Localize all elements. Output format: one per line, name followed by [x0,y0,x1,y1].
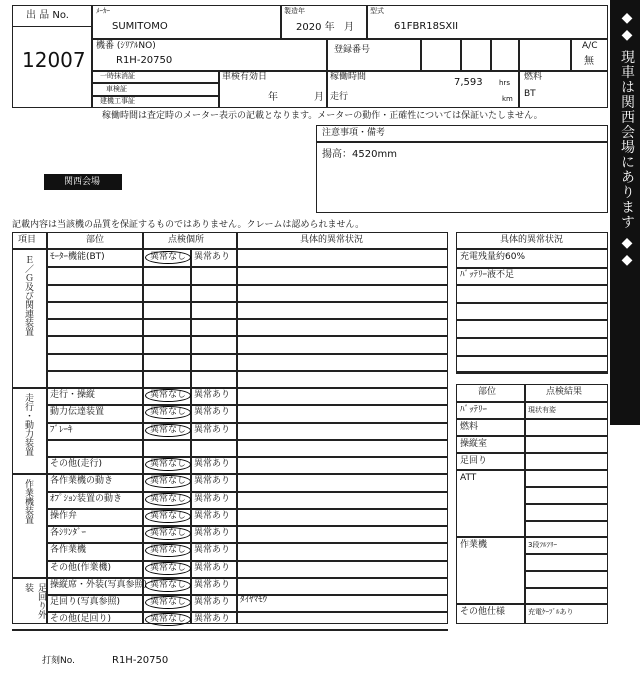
serial-label: 機番 (ｼﾘｱﾙNO) [96,41,156,51]
row-line [46,525,448,527]
status-abnormal[interactable]: 異常あり [194,614,231,625]
section-line [12,387,448,389]
header-vline-8 [460,38,462,70]
status-normal[interactable]: 異常なし [145,544,191,557]
part-label: ﾓｰﾀｰ機能(BT) [50,252,105,262]
ac-value: 無 [584,56,594,67]
status-abnormal[interactable]: 異常あり [194,459,231,469]
results-row-line [524,553,608,555]
head-detail: 具体的異常状況 [300,235,364,245]
part-label: 走行・操縦 [50,390,96,400]
serial-value: R1H-20750 [116,55,173,66]
fuel-value: BT [524,89,536,99]
side-banner-text: ◆◆ 現車は関西会場にあります ◆◆ [619,10,635,269]
row-line [46,508,448,510]
row-line [46,456,448,458]
header-vline-4 [218,70,220,108]
header-vline-9 [490,38,492,70]
side-banner [610,0,640,425]
row-line [46,370,448,372]
detail-row-line [456,337,608,339]
part-label: 各作業機 [50,545,87,556]
results-part: ATT [460,473,477,483]
results-part: 足回り [460,456,488,466]
part-label: 各ｼﾘﾝﾀﾞｰ [50,528,87,538]
status-normal[interactable]: 異常なし [145,475,191,488]
detail-row-line [456,267,608,269]
detail-row-line [456,284,608,286]
month-value: 月 [344,22,354,33]
hours-notice: 稼働時間は査定時のメーター表示の記載となります。メーターの動作・正確性については保証いたしません。 [102,111,543,121]
model-value: 61FBR18SXII [394,21,459,32]
status-normal[interactable]: 異常なし [145,562,191,575]
model-label: 型式 [370,7,384,15]
status-normal[interactable]: 異常なし [145,527,191,540]
detail-header: 具体的異常状況 [500,235,564,245]
status-abnormal[interactable]: 異常あり [194,562,231,573]
results-row-line [456,418,608,420]
results-part: その他仕様 [460,607,506,617]
notes-label: 注意事項・備考 [322,128,386,138]
status-normal[interactable]: 異常なし [145,251,191,264]
part-label: その他(足回り) [50,614,112,625]
inspect-expiry-label: 車検有効日 [222,72,268,82]
results-row-line [456,435,608,437]
part-label: 足回り(写真参照) [50,597,121,607]
status-normal[interactable]: 異常なし [145,510,191,523]
row-line [46,404,448,406]
inspect-line-1: 一時抹消証 [100,72,135,80]
maker-label: ﾒｰｶｰ [96,7,110,15]
section-title: 足回り外装 [23,582,46,619]
results-row-line [456,401,608,403]
venue-tag-label: 関西会場 [64,177,101,187]
part-label: その他(走行) [50,459,103,469]
header-vline-2 [366,5,368,38]
row-line [46,439,448,441]
results-row-line [524,486,608,488]
row-line [46,611,448,613]
inspect-month: 月 [314,92,324,103]
notes-content: 揚高：4520mm [322,149,397,160]
inspect-year: 年 [268,92,278,103]
km-unit: km [502,95,513,103]
section-title: 走行・動力装置 [23,393,33,456]
hours-value: 7,593 [454,77,483,88]
status-abnormal[interactable]: 異常あり [194,252,231,262]
results-row-line [524,570,608,572]
col-line-1 [46,232,48,624]
tire-note: ﾀｲﾔﾏﾓｳ [240,595,268,605]
lot-number: 12007 [22,48,86,72]
status-normal[interactable]: 異常なし [145,596,191,609]
inspect-divider-1 [92,82,218,84]
reg-label: 登録番号 [334,45,371,55]
row-line [46,335,448,337]
status-abnormal[interactable]: 異常あり [194,424,231,435]
detail-line: 充電残量約60% [460,252,526,262]
inspect-line-3: 建機工事証 [100,97,135,105]
results-row-line [524,520,608,522]
results-part: 操縦室 [460,439,488,449]
status-abnormal[interactable]: 異常あり [194,510,231,521]
detail-line: ﾊﾞｯﾃﾘｰ液不足 [460,269,515,280]
travel-label: 走行 [330,92,349,102]
section-title: 作業機装置 [23,479,33,525]
detail-row-line [456,372,608,374]
col-line-4 [236,232,238,624]
notes-box [316,125,608,213]
hours-label: 稼働時間 [330,72,367,82]
status-abnormal[interactable]: 異常あり [194,493,231,504]
status-normal[interactable]: 異常なし [145,579,191,592]
status-abnormal[interactable]: 異常あり [194,528,231,538]
part-label: 操作弁 [50,510,78,521]
results-part: ﾊﾞｯﾃﾘｰ [460,405,488,415]
header-vline-1 [280,5,282,38]
header-vline-6 [570,38,572,70]
row-line [46,542,448,544]
head-item: 項目 [18,235,37,245]
status-normal[interactable]: 異常なし [145,389,191,402]
results-result-header: 点検結果 [546,387,583,397]
detail-row-line [456,355,608,357]
disclaimer: 記載内容は当該機の品質を保証するものではありません。クレームは認められません。 [12,220,365,230]
row-line [46,301,448,303]
detail-row-line [456,319,608,321]
ac-label: A/C [582,41,598,51]
results-row-line [456,603,608,605]
status-normal[interactable]: 異常なし [145,424,191,437]
results-part: 作業機 [460,540,488,550]
footer-label: 打刻No. [42,656,75,666]
part-label: ﾌﾞﾚｰｷ [50,424,73,435]
detail-head-line [456,248,608,250]
row-line [46,422,448,424]
row-line [46,560,448,562]
hours-unit: hrs [499,79,510,87]
status-abnormal[interactable]: 異常あり [194,476,231,487]
status-abnormal[interactable]: 異常あり [194,597,231,607]
row-line [46,353,448,355]
status-normal[interactable]: 異常なし [145,458,191,471]
head-check: 点検個所 [168,235,205,245]
status-abnormal[interactable]: 異常あり [194,390,231,400]
results-row-line [524,503,608,505]
inspect-line-2: 車検証 [106,85,127,93]
results-value: 3段ﾌﾙﾌﾘｰ [528,541,557,549]
results-row-line [524,587,608,589]
notes-divider [316,141,608,143]
status-abnormal[interactable]: 異常あり [194,579,231,590]
part-label: 操縦席・外装(写真参照) [50,579,148,590]
part-label: 各作業機の動き [50,476,114,487]
head-part: 部位 [86,235,105,245]
table-head-line [12,248,448,250]
results-part: 燃料 [460,422,479,432]
col-line-2 [142,232,144,624]
results-part-header: 部位 [478,387,497,397]
row-line [46,266,448,268]
venue-tag [44,174,122,190]
results-row-line [456,452,608,454]
header-vline-5 [518,38,520,108]
section-line [12,629,448,631]
section-line [12,473,448,475]
part-label: ｵﾌﾟｼｮﾝ装置の動き [50,493,123,504]
header-vline-7 [420,38,422,70]
footer-value: R1H-20750 [112,655,169,666]
results-row-line [456,469,608,471]
section-title: Ｅ／Ｇ及び関連装置 [23,255,33,336]
row-line [46,284,448,286]
header-line-1 [92,38,608,40]
detail-row-line [456,302,608,304]
header-vline-3 [326,38,328,108]
results-value: 充電ｹｰﾌﾞﾙあり [528,608,574,616]
part-label: その他(作業機) [50,562,112,573]
status-normal[interactable]: 異常なし [145,406,191,419]
fuel-label: 燃料 [524,72,543,82]
results-value: 現状有姿 [528,406,556,414]
year-label: 製造年 [284,7,305,15]
status-abnormal[interactable]: 異常あり [194,407,231,418]
section-line [12,577,448,579]
row-line [46,318,448,320]
results-row-line [456,536,608,538]
status-abnormal[interactable]: 異常あり [194,545,231,556]
status-normal[interactable]: 異常なし [145,493,191,506]
part-label: 動力伝達装置 [50,407,105,418]
year-value: 2020 年 [296,22,335,33]
lot-label: 出 品 No. [26,10,69,21]
row-line [46,491,448,493]
maker-value: SUMITOMO [112,21,168,32]
status-normal[interactable]: 異常なし [145,613,191,626]
